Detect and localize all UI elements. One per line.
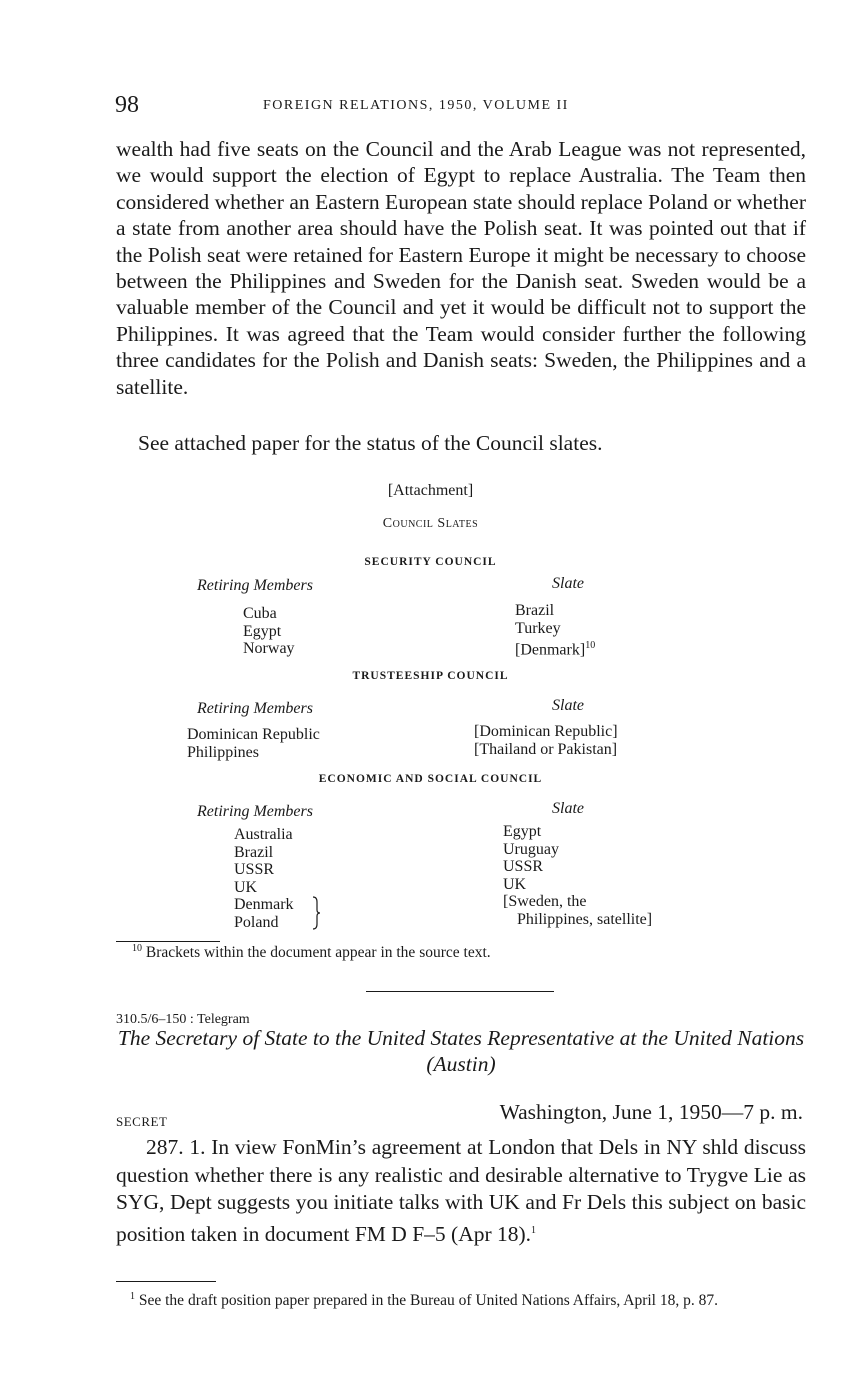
sc-retiring-header: Retiring Members — [197, 577, 313, 594]
classification: SECRET — [116, 1114, 168, 1129]
list-item: Poland — [234, 913, 279, 931]
ecosoc-slate-list — [503, 823, 652, 928]
security-council-heading: SECURITY COUNCIL — [364, 556, 497, 568]
list-item: Egypt — [243, 622, 282, 640]
sc-retiring-list — [243, 605, 295, 658]
list-item: Philippines, satellite] — [517, 910, 653, 928]
sc-slate-list — [515, 602, 595, 659]
footnote-ref-10: 10 — [585, 640, 596, 651]
list-item: [Dominican Republic] — [474, 723, 618, 740]
tc-retiring-list — [187, 726, 320, 761]
page-number: 98 — [115, 92, 139, 118]
list-item: [Sweden, the — [503, 893, 587, 910]
footnote-text: See the draft position paper prepared in the Bureau of United Nations Affairs, April 18, p. 87. — [138, 1292, 718, 1310]
trusteeship-council-heading: TRUSTEESHIP COUNCIL — [352, 670, 509, 682]
ecosoc-slate-header: Slate — [552, 800, 584, 817]
list-item: Cuba — [243, 605, 277, 622]
footnote-mark: 10 — [132, 943, 142, 954]
tc-slate-list — [474, 723, 618, 758]
section-divider — [366, 991, 554, 992]
ecosoc-retiring-header: Retiring Members — [197, 803, 313, 820]
document-title: The Secretary of State to the United States Representative at the United Nations (Austin) — [117, 1026, 805, 1076]
telegram-paragraph — [116, 1134, 806, 1248]
body-paragraph-1: wealth had five seats on the Council and the Arab League was not represented, we would support the election of Egypt to replace Australia. The Team then considered whether an Eastern European state should replace Poland or whether a state from another area should have the Polish seat. It was pointed out that if the Polish seat were retained for Eastern Europe it might be necessary to choose between the Philippines and Sweden for the Danish seat. Sweden would be a valuable member of the Council and yet it would be difficult not to support the Philippines. It was agreed that the Team would consider further the following three candidates for the Polish and Danish seats: Sweden, the Philippines and a satellite. — [116, 137, 806, 399]
footnote-text: Brackets within the document appear in the source text. — [145, 944, 491, 962]
list-item: Denmark — [234, 896, 294, 913]
brace-icon — [312, 896, 322, 930]
list-item: Brazil — [234, 843, 274, 861]
dateline: Washington, June 1, 1950—7 p. m. — [499, 1100, 803, 1124]
footnote-10 — [132, 943, 491, 962]
body-paragraph-2: See attached paper for the status of the Council slates. — [138, 431, 603, 455]
list-item: Uruguay — [503, 840, 559, 858]
file-reference: 310.5/6–150 : Telegram — [116, 1012, 250, 1027]
footnote-ref-1: 1 — [531, 1224, 537, 1236]
running-title: FOREIGN RELATIONS, 1950, VOLUME II — [263, 98, 569, 113]
list-item: Dominican Republic — [187, 726, 320, 743]
footnote-mark: 1 — [130, 1291, 135, 1302]
list-item: Australia — [234, 826, 293, 843]
council-slates-title: Council Slates — [382, 516, 479, 531]
list-item: Egypt — [503, 823, 542, 840]
list-item: Turkey — [515, 619, 561, 637]
ecosoc-heading: ECONOMIC AND SOCIAL COUNCIL — [318, 773, 543, 785]
list-item: Brazil — [515, 602, 555, 619]
list-item: UK — [503, 875, 527, 893]
footnote-rule — [116, 941, 220, 942]
telegram-text: 287. 1. In view FonMin’s agreement at London that Dels in NY shld discuss question whether there is any realistic and desirable alternative to Trygve Lie as SYG, Dept suggests you initiate talks with UK and Fr Dels this subject on basic position taken in document FM D F–5 (Apr 18). — [116, 1135, 806, 1246]
list-item: USSR — [503, 858, 544, 875]
slate-denmark: [Denmark] — [515, 641, 586, 659]
list-item — [515, 637, 595, 659]
sc-slate-header: Slate — [552, 575, 584, 592]
footnote-rule — [116, 1281, 216, 1282]
list-item: Norway — [243, 640, 295, 657]
list-item: [Thailand or Pakistan] — [474, 740, 618, 758]
footnote-1 — [116, 1287, 806, 1311]
tc-retiring-header: Retiring Members — [197, 700, 313, 717]
tc-slate-header: Slate — [552, 697, 584, 714]
list-item: USSR — [234, 861, 275, 878]
list-item: UK — [234, 878, 258, 896]
list-item: Philippines — [187, 743, 260, 761]
running-head — [115, 92, 805, 124]
ecosoc-retiring-list — [234, 826, 294, 931]
attachment-label: [Attachment] — [387, 482, 474, 499]
